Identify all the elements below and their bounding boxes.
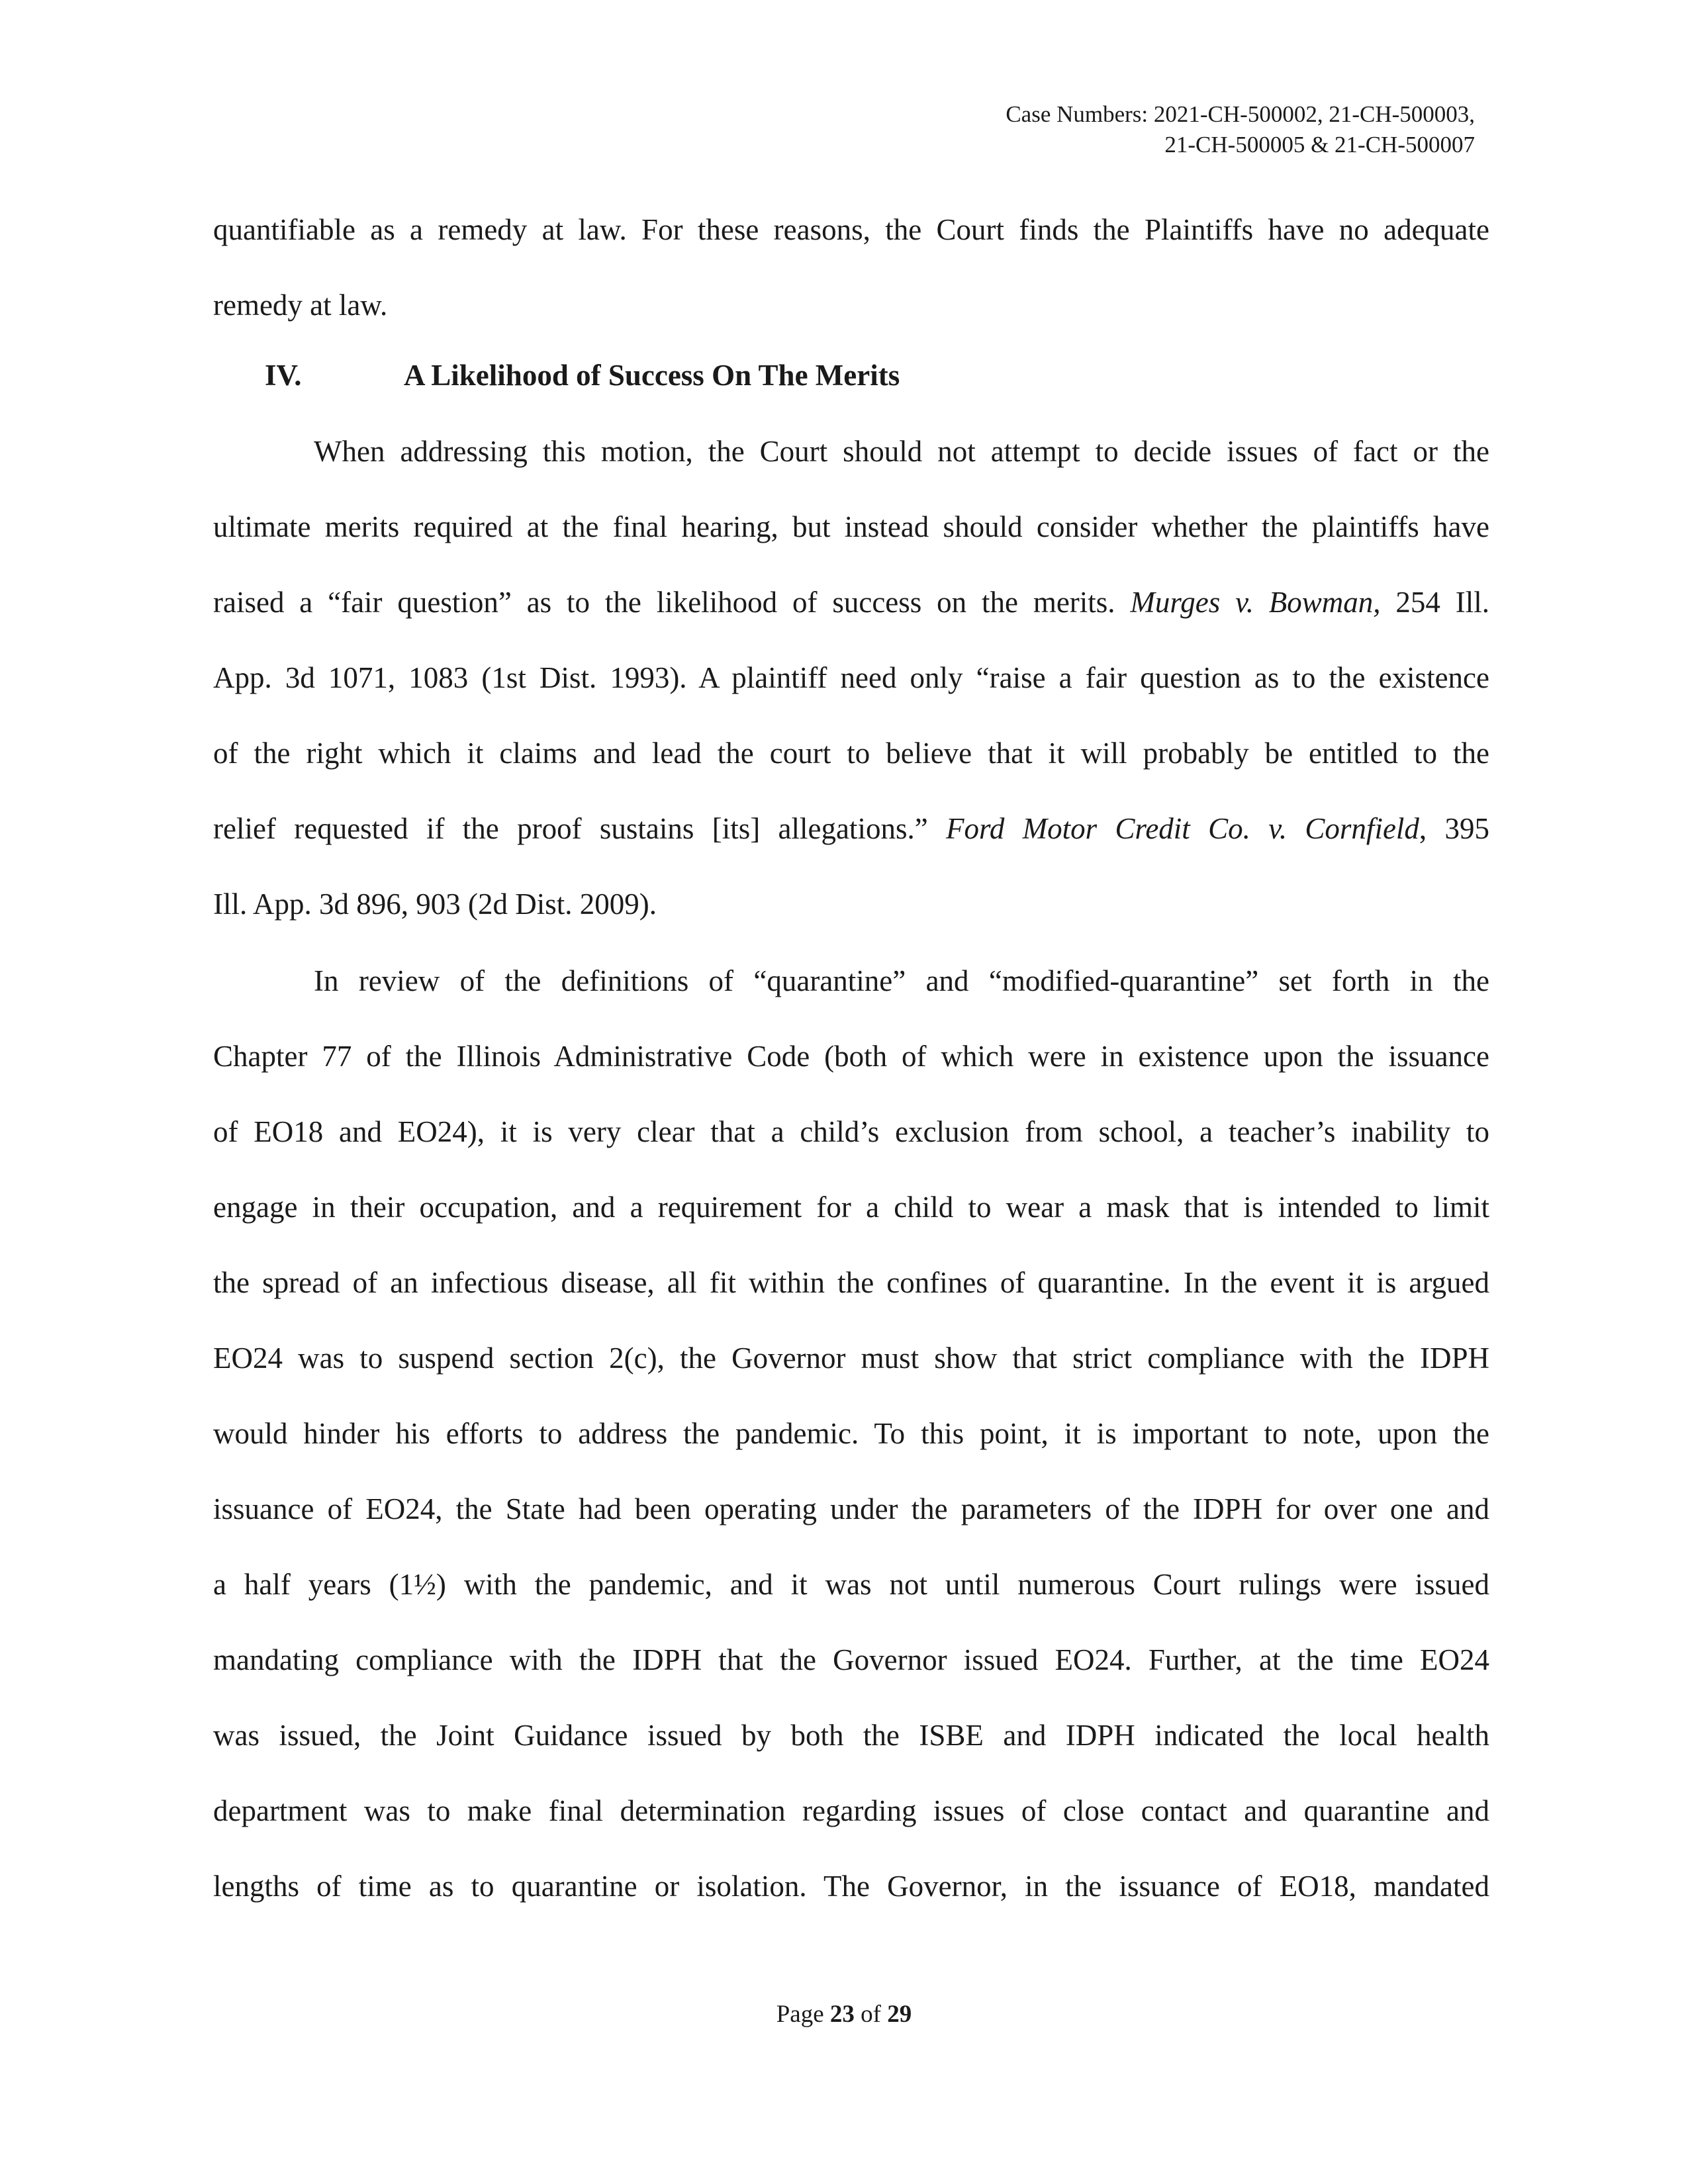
text-line: would hinder his efforts to address the pandemic. To this point, it is important to note, upon the bbox=[213, 1417, 1489, 1450]
page-total: 29 bbox=[887, 2001, 912, 2028]
text-span: raised a “fair question” as to the likelihood of success on the merits. bbox=[213, 586, 1131, 619]
case-number-line-2: 21-CH-500005 & 21-CH-500007 bbox=[1164, 132, 1475, 158]
text-line: was issued, the Joint Guidance issued by both the ISBE and IDPH indicated the local health bbox=[213, 1719, 1489, 1752]
paragraph-quarantine-analysis bbox=[213, 943, 1489, 1924]
case-citation-ford: Ford Motor Credit Co. v. Cornfield bbox=[946, 812, 1419, 845]
paragraph-likelihood-standard bbox=[213, 414, 1489, 942]
text-line: Chapter 77 of the Illinois Administrative Code (both of which were in existence upon the issuance bbox=[213, 1040, 1489, 1073]
text-line: App. 3d 1071, 1083 (1st Dist. 1993). A plaintiff need only “raise a fair question as to the existence bbox=[213, 661, 1489, 694]
page-footer bbox=[0, 2000, 1688, 2028]
text-line: of the right which it claims and lead the court to believe that it will probably be entitled to the bbox=[213, 737, 1489, 770]
text-line bbox=[213, 565, 1489, 640]
text-line: Ill. App. 3d 896, 903 (2d Dist. 2009). bbox=[213, 887, 657, 921]
text-span: , 395 bbox=[1419, 812, 1489, 845]
text-line bbox=[213, 791, 1489, 866]
text-line: remedy at law. bbox=[213, 289, 388, 322]
text-line: department was to make final determination regarding issues of close contact and quarantine and bbox=[213, 1794, 1489, 1827]
text-line: quantifiable as a remedy at law. For these reasons, the Court finds the Plaintiffs have no adequate bbox=[213, 213, 1489, 246]
text-span: 254 Ill. bbox=[1380, 586, 1489, 619]
case-number-line-1: Case Numbers: 2021-CH-500002, 21-CH-500003, bbox=[1006, 101, 1475, 127]
text-line: engage in their occupation, and a requirement for a child to wear a mask that is intended to limit bbox=[213, 1191, 1489, 1224]
section-title: A Likelihood of Success On The Merits bbox=[404, 359, 900, 392]
paragraph-adequate-remedy bbox=[213, 192, 1489, 343]
text-line: issuance of EO24, the State had been operating under the parameters of the IDPH for over one and bbox=[213, 1492, 1489, 1525]
text-line: a half years (1½) with the pandemic, and it was not until numerous Court rulings were issued bbox=[213, 1568, 1489, 1601]
section-number: IV. bbox=[265, 359, 302, 392]
text-line: mandating compliance with the IDPH that the Governor issued EO24. Further, at the time EO24 bbox=[213, 1643, 1489, 1676]
text-span: relief requested if the proof sustains [its] allegations.” bbox=[213, 812, 946, 845]
page-label: Page bbox=[776, 2001, 824, 2028]
text-line: EO24 was to suspend section 2(c), the Governor must show that strict compliance with the IDPH bbox=[213, 1342, 1489, 1375]
of-label: of bbox=[861, 2001, 881, 2028]
page-number: 23 bbox=[829, 2001, 855, 2028]
section-heading bbox=[265, 338, 900, 413]
text-line: When addressing this motion, the Court should not attempt to decide issues of fact or the bbox=[314, 435, 1489, 468]
text-line: the spread of an infectious disease, all fit within the confines of quarantine. In the event it is argued bbox=[213, 1266, 1489, 1299]
text-line: ultimate merits required at the final hearing, but instead should consider whether the plaintiffs have bbox=[213, 510, 1489, 543]
text-line: of EO18 and EO24), it is very clear that a child’s exclusion from school, a teacher’s inability to bbox=[213, 1115, 1489, 1148]
case-number-header bbox=[1006, 99, 1475, 160]
text-line: lengths of time as to quarantine or isolation. The Governor, in the issuance of EO18, mandated bbox=[213, 1870, 1489, 1903]
case-citation-murges: Murges v. Bowman, bbox=[1130, 586, 1381, 619]
text-line: In review of the definitions of “quarantine” and “modified-quarantine” set forth in the bbox=[314, 964, 1489, 997]
